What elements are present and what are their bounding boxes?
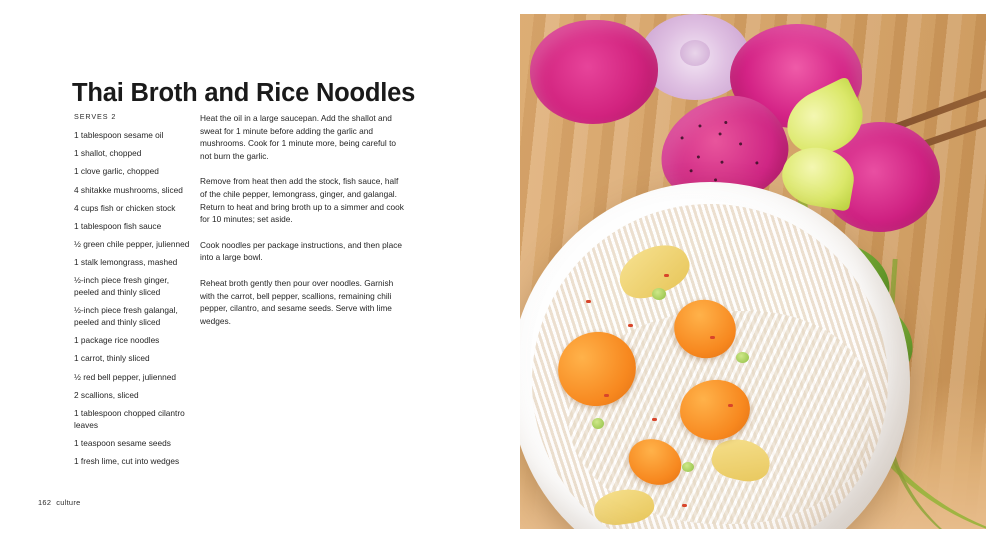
scallion-slice [652,288,666,300]
scallion-slice [592,418,604,429]
list-item: ½ red bell pepper, julienned [74,371,176,382]
method-step: Cook noodles per package instructions, and then place into a large bowl. [200,239,403,263]
method-step: Reheat broth gently then pour over noodles. Garnish with the carrot, bell pepper, scallions, remaining chili pepper, cilantro, and sesame seeds. Serve with lime wedges. [200,278,394,326]
list-item: 1 clove garlic, chopped [74,166,159,177]
list-item: 1 tablespoon sesame oil [74,130,164,140]
chrysanthemum-center [680,40,710,66]
folio-label: culture [56,498,81,507]
list-item: 1 shallot, chopped [74,148,142,159]
list-item: 1 tablespoon chopped cilantro leaves [74,407,185,430]
list-item: 2 scallions, sliced [74,389,139,400]
list-item: 1 stalk lemongrass, mashed [74,257,178,268]
list-item: 1 package rice noodles [74,335,160,346]
list-item: 1 tablespoon fish sauce [74,220,162,231]
method-step: Heat the oil in a large saucepan. Add the shallot and sweat for 1 minute before adding the garlic and mushrooms. Cook for 1 minute more, being careful to not burn the garlic. [200,113,396,161]
bowl-interior [532,204,888,529]
method-column [200,112,405,341]
scallion-slice [682,462,694,472]
recipe-photo [520,14,986,529]
folio [38,498,81,507]
ingredients-list [74,130,194,474]
list-item: 4 cups fish or chicken stock [74,202,176,213]
list-item: ½ green chile pepper, julienned [74,239,190,250]
method-step: Remove from heat then add the stock, fish sauce, half of the chile pepper, lemongrass, ginger, and galangal. Return to heat and bring broth up to a simmer and cook for 10 minutes; set aside. [200,176,404,225]
list-item: 4 shitakke mushrooms, sliced [74,184,183,195]
serves-label: SERVES 2 [74,112,117,121]
list-item: 1 teaspoon sesame seeds [74,437,171,448]
list-item: ½-inch piece fresh galangal, peeled and thinly sliced [74,305,178,328]
list-item: ½-inch piece fresh ginger, peeled and thinly sliced [74,275,170,298]
scallion-slice [736,352,749,363]
page-number: 162 [38,498,52,507]
rose-flower [530,20,658,124]
page-title: Thai Broth and Rice Noodles [72,79,416,108]
noodle-bowl [520,182,910,529]
list-item: 1 fresh lime, cut into wedges [74,456,180,467]
list-item: 1 carrot, thinly sliced [74,353,150,364]
